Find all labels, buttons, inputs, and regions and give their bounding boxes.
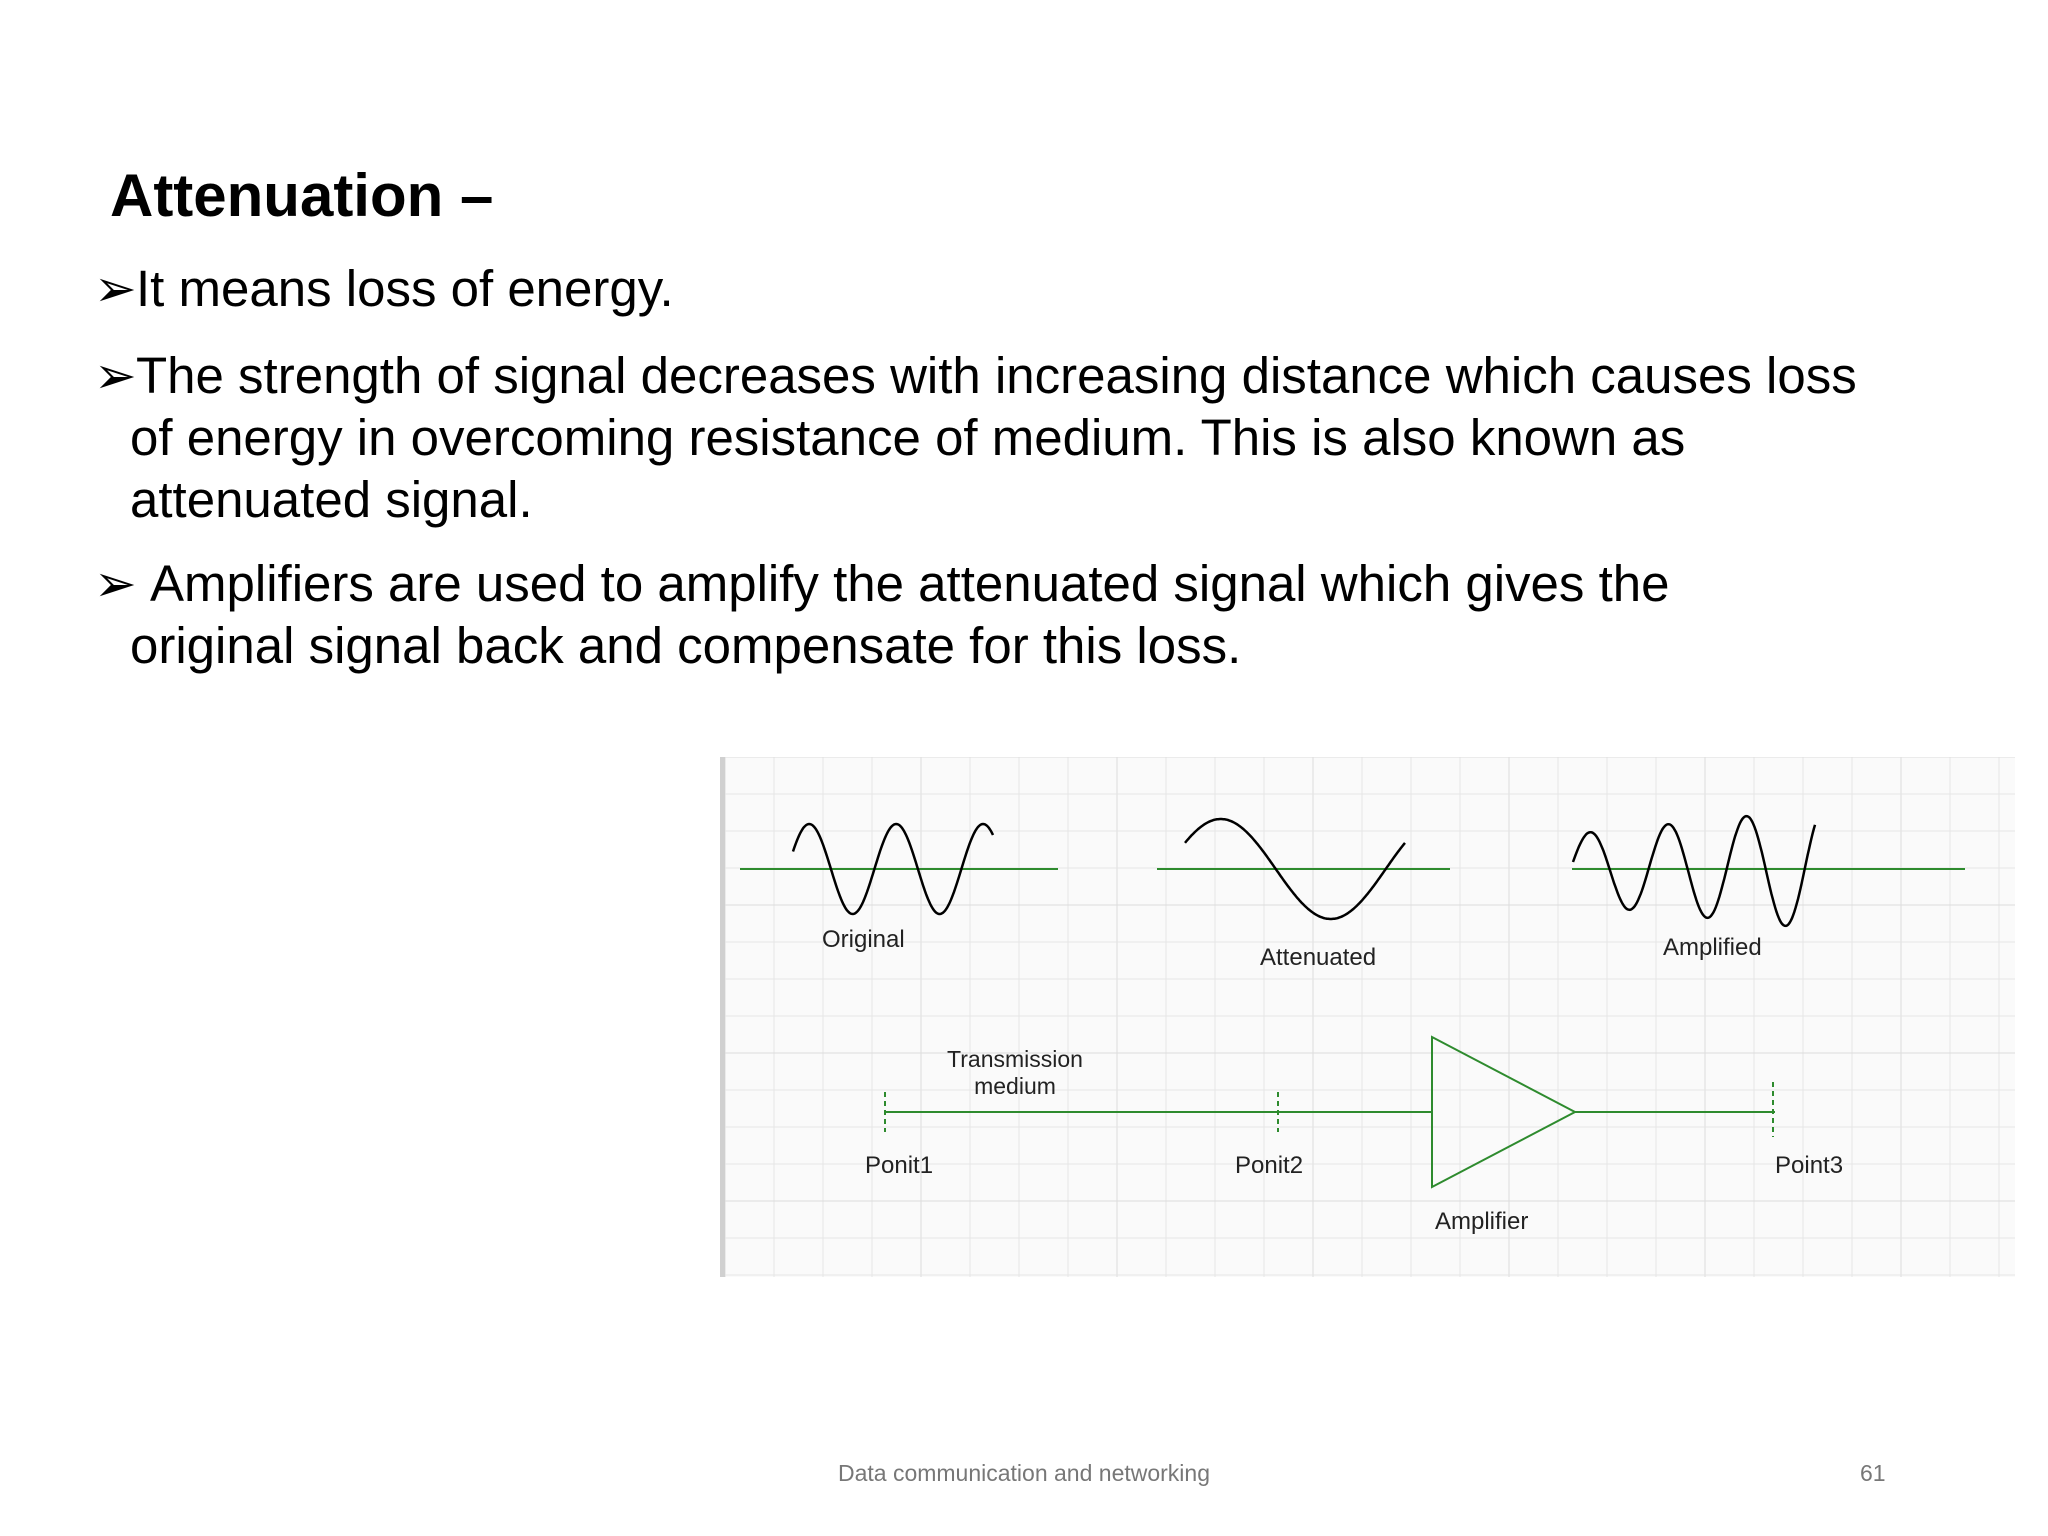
- attenuation-diagram-svg: [725, 757, 2015, 1277]
- arrow-bullet-icon: ➢: [94, 260, 137, 317]
- transmission-label-line-2: medium: [974, 1073, 1056, 1099]
- original-label: Original: [822, 926, 905, 953]
- amplified-wave: [1573, 816, 1815, 926]
- bullet-3-line-1: Amplifiers are used to amplify the attenuated signal which gives the: [150, 555, 1670, 612]
- arrow-bullet-icon: ➢: [94, 555, 137, 612]
- bullet-3-line-2: original signal back and compensate for this loss.: [130, 617, 1242, 674]
- bullet-2: [94, 345, 1934, 531]
- point2-label: Ponit2: [1235, 1152, 1304, 1179]
- transmission-label-line-1: Transmission: [947, 1046, 1083, 1072]
- amplified-label: Amplified: [1663, 934, 1762, 961]
- bullet-1: [94, 258, 1934, 320]
- bullet-2-line-2: of energy in overcoming resistance of medium. This is also known as: [130, 409, 1686, 466]
- grid-lines: [725, 757, 2015, 1277]
- bullet-2-line-3: attenuated signal.: [130, 471, 533, 528]
- amplifier-label: Amplifier: [1435, 1208, 1529, 1235]
- page-number: 61: [1860, 1460, 1886, 1486]
- point3-label: Point3: [1775, 1152, 1844, 1179]
- bullet-1-line-1: It means loss of energy.: [136, 260, 674, 317]
- point1-label: Ponit1: [865, 1152, 934, 1179]
- attenuation-diagram: [720, 757, 2015, 1277]
- bullet-2-line-1: The strength of signal decreases with increasing distance which causes loss: [136, 347, 1857, 404]
- attenuated-label: Attenuated: [1260, 944, 1377, 971]
- slide-title: Attenuation –: [110, 162, 494, 229]
- bullet-3: [94, 553, 1934, 677]
- arrow-bullet-icon: ➢: [94, 347, 137, 404]
- footer-text: Data communication and networking: [837, 1460, 1211, 1486]
